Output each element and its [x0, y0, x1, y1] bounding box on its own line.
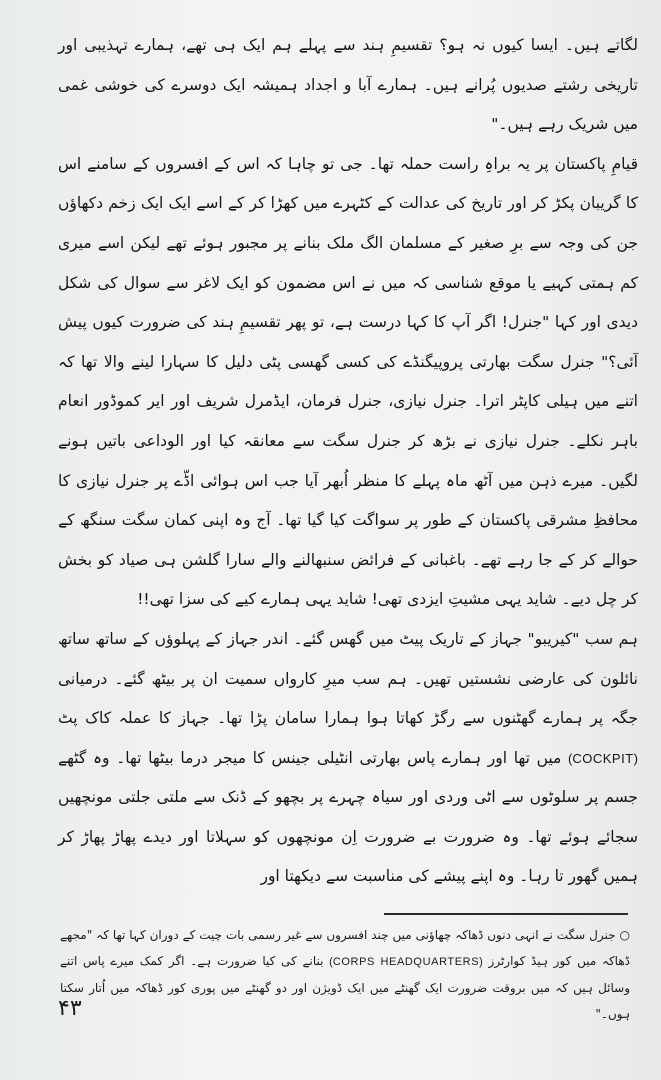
paragraph-3-continuation: میں تھا اور ہمارے پاس بھارتی انٹیلی جینس کا میجر درما بیٹھا تھا۔ وہ گٹھے جسم پر سلوٹوں سے اٹی وردی اور سیاہ چہرے پر بچھو کے ڈنک سے ملتی جلتی مونچھیں سجائے ہوئے تھا۔ وہ ضرورت بے ضرورت اِن مونچھوں کو سہلاتا اور دیدے پھاڑ پھاڑ کر ہمیں گھور تا رہا۔ وہ اپنے پیشے کی مناسبت سے دیکھتا اور — [58, 748, 638, 886]
footnote — [60, 922, 630, 1027]
paragraph-2: قیامِ پاکستان پر یہ براہِ راست حملہ تھا۔ جی تو چاہا کہ اس کے افسروں کے سامنے اس کا گریبان پکڑ کر اور تاریخ کی عدالت کے کٹہرے میں کھڑا کر کے اسے ایک ایک زخم دکھاؤں جن کی وجہ سے برِ صغیر کے مسلمان الگ ملک بنانے پر مجبور ہوئے تھے لیکن اسے میری کم ہمتی کہیے یا موقع شناسی کہ میں نے اس مضمون کو ایک لاغر سے سوال کی شکل دیدی اور کہا "جنرل! اگر آپ کا کہا درست ہے، تو پھر تقسیمِ ہند کی ضرورت کیوں پیش آئی؟" جنرل سگت بھارتی پروپیگنڈے کی کسی گھسی پٹی دلیل کا سہارا لینے والا تھا کہ اتنے میں ہیلی کاپٹر اترا۔ جنرل نیازی، جنرل فرمان، ایڈمرل شریف اور ایر کموڈور انعام باہر نکلے۔ جنرل نیازی نے بڑھ کر جنرل سگت سے معانقہ کیا اور الوداعی باتیں ہونے لگیں۔ میرے ذہن میں آٹھ ماہ پہلے کا منظر اُبھر آیا جب اس ہوائی اڈّے پر جنرل نیازی کا محافظِ مشرقی پاکستان کے طور پر سواگت کیا گیا تھا۔ آج وہ اپنی کمان سگت سنگھ کے حوالے کر کے جا رہے تھے۔ باغبانی کے فرائض سنبھالنے والے سارا گلشن ہی صیاد کو بخش کر چل دیے۔ شاید یہی مشیتِ ایزدی تھی! شاید یہی ہمارے کیے کی سزا تھی!! — [58, 154, 638, 609]
corps-headquarters-term: (CORPS HEADQUARTERS) — [329, 956, 483, 968]
footnote-marker: ○ — [619, 928, 630, 942]
paragraph-3 — [58, 620, 638, 897]
cockpit-term: (COCKPIT) — [568, 750, 638, 766]
paragraph-1: لگاتے ہیں۔ ایسا کیوں نہ ہو؟ تقسیمِ ہند سے پہلے ہم ایک ہی تھے، ہمارے تہذیبی اور تاریخی رشتے صدیوں پُرانے ہیں۔ ہمارے آبا و اجداد ہمیشہ ایک دوسرے کی خوشی غمی میں شریک رہے ہیں۔" — [58, 36, 638, 134]
main-text-block — [58, 26, 638, 897]
footnote-text-end: بنانے کی کیا ضرورت ہے۔ اگر کمک میرے پاس اتنے وسائل ہیں کہ میں بروقت ضرورت ایک گھنٹے میں ایک ڈویژن اور دو گھنٹے میں پوری کور ڈھاکہ میں اُتار سکتا ہوں۔" — [60, 954, 630, 1021]
paragraph-3-text: ہم سب "کیریبو" جہاز کے تاریک پیٹ میں گھس گئے۔ اندر جہاز کے پہلوؤں کے ساتھ ساتھ نائلون کی عارضی نشستیں تھیں۔ ہم سب میرِ کارواں سمیت ان پر بیٹھ گئے۔ درمیانی جگہ پر ہمارے گھٹنوں سے رگڑ کھاتا ہوا ہمارا سامان پڑا تھا۔ جہاز کا عملہ کاک پٹ — [58, 629, 638, 728]
footnote-text-start: جنرل سگت نے انہی دنوں ڈھاکہ چھاؤنی میں چند افسروں سے غیر رسمی بات چیت کے دوران کہا تھا کہ "مجھے ڈھاکہ میں کور ہیڈ کوارٹرز — [60, 928, 631, 968]
page-number: ۴۳ — [58, 996, 82, 1021]
footnote-divider — [384, 913, 628, 915]
